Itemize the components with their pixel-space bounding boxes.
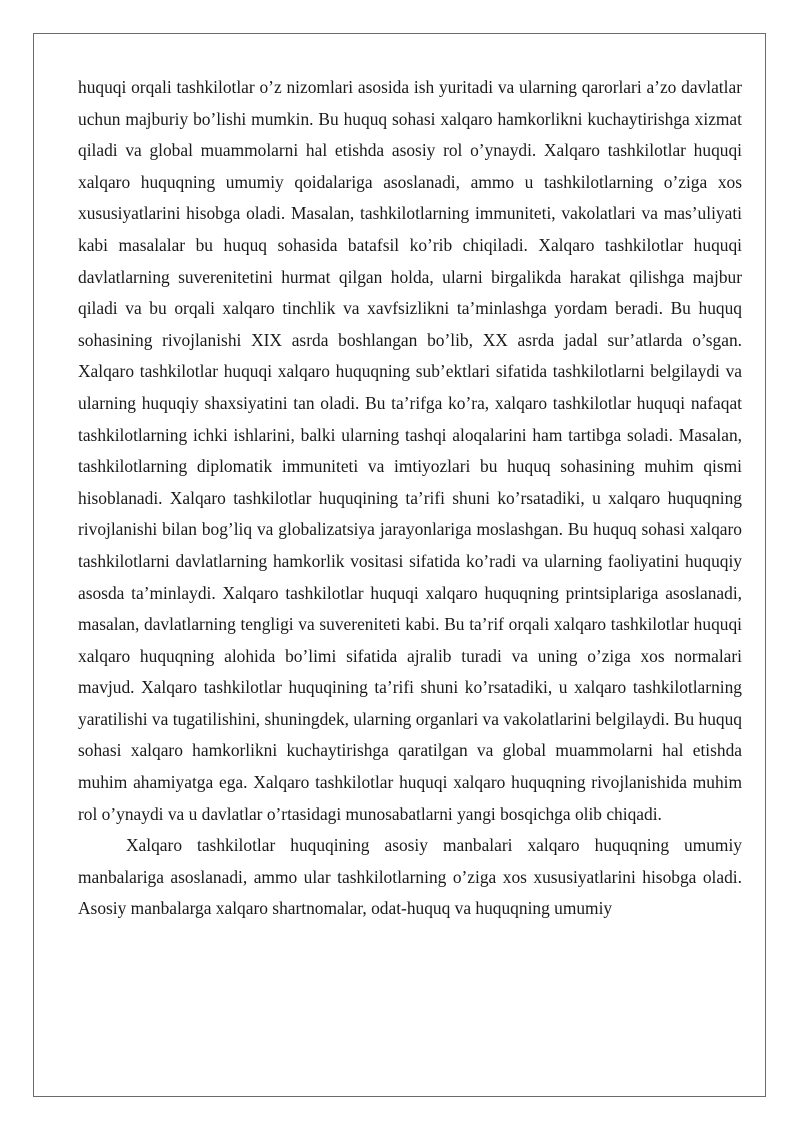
paragraph: Xalqaro tashkilotlar huquqining asosiy manbalari xalqaro huquqning umumiy manbalariga asoslanadi, ammo ular tashkilotlarning o’ziga xos xususiyatlarini hisobga oladi. Asosiy manbalarga xalqaro shartnomalar, odat-huquq va huquqning umumiy: [78, 835, 742, 919]
document-body: [78, 72, 742, 925]
paragraph: huquqi orqali tashkilotlar o’z nizomlari asosida ish yuritadi va ularning qarorlari a’zo davlatlar uchun majburiy bo’lishi mumkin. Bu huquq sohasi xalqaro hamkorlikni kuchaytirishga xizmat qiladi va global muammolarni hal etishda asosiy rol o’ynaydi. Xalqaro tashkilotlar huquqi xalqaro huquqning umumiy qoidalariga asoslanadi, ammo u tashkilotlarning o’ziga xos xususiyatlarini hisobga oladi. Masalan, tashkilotlarning immuniteti, vakolatlari va mas’uliyati kabi masalalar bu huquq sohasida batafsil ko’rib chiqiladi. Xalqaro tashkilotlar huquqi davlatlarning suverenitetini hurmat qilgan holda, ularni birgalikda harakat qilishga majbur qiladi va bu orqali xalqaro tinchlik va xavfsizlikni ta’minlashga yordam beradi. Bu huquq sohasining rivojlanishi XIX asrda boshlangan bo’lib, XX asrda jadal sur’atlarda o’sgan. Xalqaro tashkilotlar huquqi xalqaro huquqning sub’ektlari sifatida tashkilotlarni belgilaydi va ularning huquqiy shaxsiyatini tan oladi. Bu ta’rifga ko’ra, xalqaro tashkilotlar huquqi nafaqat tashkilotlarning ichki ishlarini, balki ularning tashqi aloqalarini ham tartibga soladi. Masalan, tashkilotlarning diplomatik immuniteti va imtiyozlari bu huquq sohasining muhim qismi hisoblanadi. Xalqaro tashkilotlar huquqining ta’rifi shuni ko’rsatadiki, u xalqaro huquqning rivojlanishi bilan bog’liq va globalizatsiya jarayonlariga moslashgan. Bu huquq sohasi xalqaro tashkilotlarni davlatlarning hamkorlik vositasi sifatida ko’radi va ularning faoliyatini huquqiy asosda ta’minlaydi. Xalqaro tashkilotlar huquqi xalqaro huquqning printsiplariga asoslanadi, masalan, davlatlarning tengligi va suvereniteti kabi. Bu ta’rif orqali xalqaro tashkilotlar huquqi xalqaro huquqning alohida bo’limi sifatida ajralib turadi va uning o’ziga xos normalari mavjud. Xalqaro tashkilotlar huquqining ta’rifi shuni ko’rsatadiki, u xalqaro tashkilotlarning yaratilishi va tugatilishini, shuningdek, ularning organlari va vakolatlarini belgilaydi. Bu huquq sohasi xalqaro hamkorlikni kuchaytirishga qaratilgan va global muammolarni hal etishda muhim ahamiyatga ega. Xalqaro tashkilotlar huquqi xalqaro huquqning rivojlanishida muhim rol o’ynaydi va u davlatlar o’rtasidagi munosabatlarni yangi bosqichga olib chiqadi.: [78, 77, 742, 824]
